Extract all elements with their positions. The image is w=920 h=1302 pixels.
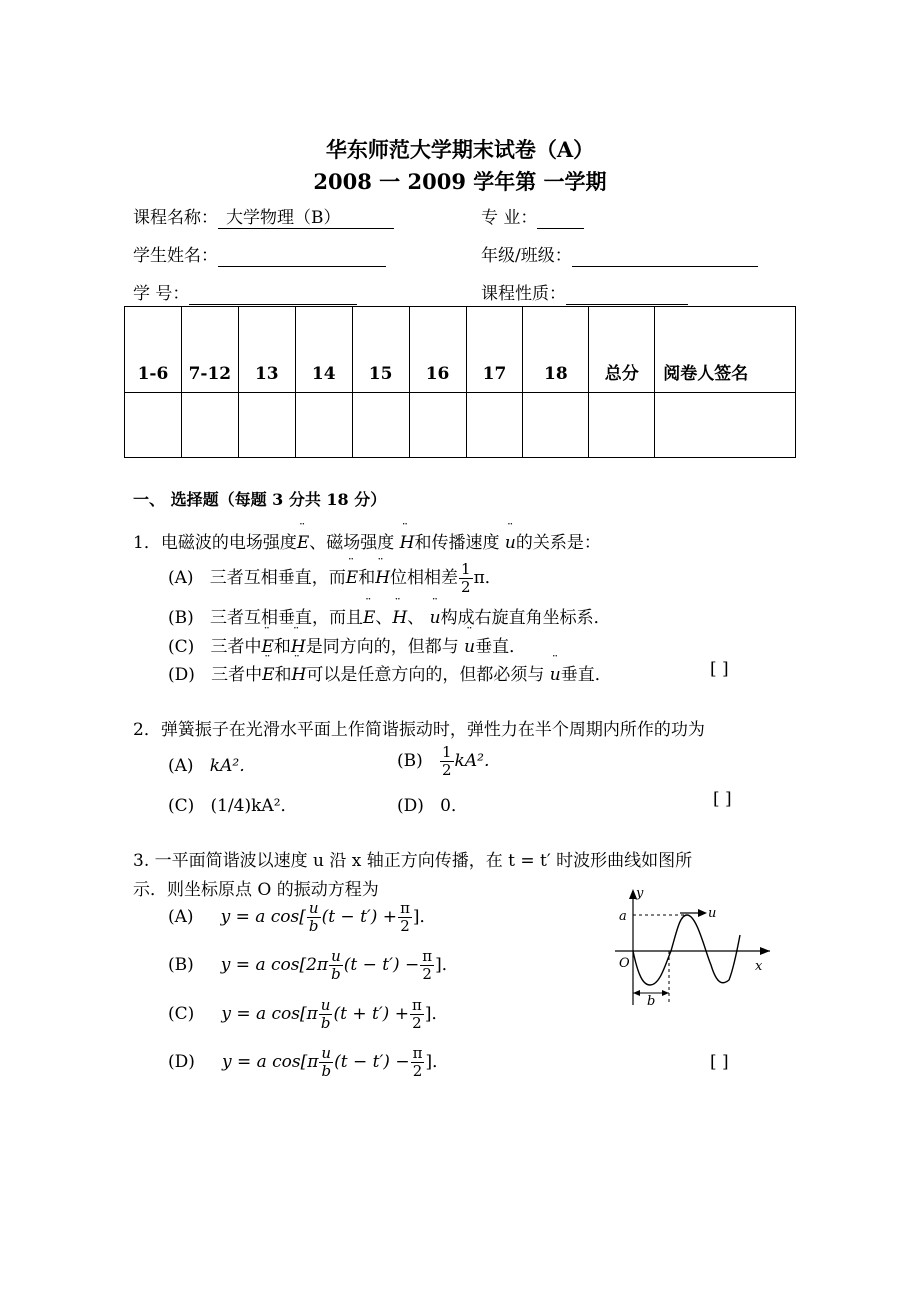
vector-H: ¨ H — [400, 533, 415, 553]
score-header-cell: 阅卷人签名 — [655, 307, 796, 393]
q2-option-a — [168, 751, 256, 776]
label-a: a — [619, 909, 627, 924]
score-header-cell: 14 — [295, 307, 352, 393]
option-text: 可以是任意方向的，但都必须与 — [306, 665, 545, 685]
score-header-row — [125, 307, 796, 393]
score-blank-cell — [295, 393, 352, 458]
vector-E: ¨ E — [297, 533, 309, 553]
course-name-field — [133, 203, 394, 229]
score-header-cell: 1-6 — [125, 307, 182, 393]
option-text: 是同方向的，但都与 — [305, 637, 459, 657]
option-text: ]． — [435, 955, 459, 975]
option-text: ]． — [425, 1052, 450, 1072]
fraction — [319, 1045, 333, 1080]
fraction-denominator: 2 — [422, 965, 432, 983]
vector-E: ¨ E — [363, 608, 375, 628]
fraction-numerator: 1 — [461, 560, 471, 578]
option-text: 三者互相垂直，而且 — [209, 608, 363, 628]
score-header-cell: 总分 — [589, 307, 655, 393]
option-label: (A) — [168, 568, 194, 588]
option-text: 0． — [440, 796, 468, 816]
option-text: (1/4)kA²． — [210, 796, 298, 816]
academic-year: 2008 一 2009 学年第 一学期 — [313, 169, 607, 194]
fraction-numerator: π — [422, 947, 433, 965]
student-id-field — [133, 279, 357, 305]
option-text: π． — [473, 568, 502, 588]
fraction — [307, 900, 321, 935]
course-name-label: 课程名称： — [133, 208, 218, 228]
q3-option-d — [168, 1045, 449, 1080]
fraction — [329, 948, 343, 983]
option-text: (t − t′) − — [343, 955, 420, 975]
grade-class-blank — [572, 246, 758, 267]
course-nature-field — [481, 279, 688, 305]
vector-u: ¨ u — [550, 665, 561, 685]
fraction — [410, 997, 424, 1032]
fraction-denominator: 2 — [441, 761, 452, 779]
option-label: (A) — [168, 907, 194, 927]
grade-class-label: 年级/班级： — [481, 246, 572, 266]
option-text: 、 — [375, 608, 393, 628]
option-label: (B) — [168, 608, 194, 628]
student-id-blank — [189, 284, 357, 305]
score-blank-cell — [125, 393, 182, 458]
score-blank-cell — [466, 393, 523, 458]
fraction-numerator: π — [400, 899, 410, 917]
course-name-value: 大学物理（B） — [218, 203, 394, 229]
vector-u: ¨ u — [464, 637, 475, 657]
q1-option-d — [168, 660, 612, 685]
q2-option-c — [168, 791, 298, 816]
score-blank-row — [125, 393, 796, 458]
score-header-cell: 13 — [238, 307, 295, 393]
option-text: 和 — [274, 665, 292, 685]
major-label: 专 业： — [481, 208, 538, 228]
score-table — [124, 306, 796, 458]
vector-u: ¨ u — [505, 533, 516, 553]
fraction-numerator: 1 — [441, 743, 452, 761]
course-nature-label: 课程性质： — [481, 284, 566, 304]
fraction-denominator: 2 — [412, 1014, 422, 1032]
vector-H: ¨ H — [375, 568, 390, 588]
vector-E: ¨ E — [346, 568, 358, 588]
option-text: y = a cos[π — [221, 1052, 319, 1072]
score-blank-cell — [655, 393, 796, 458]
vector-E: ¨ E — [262, 637, 274, 657]
q1-stem-text: 的关系是： — [515, 533, 601, 553]
q2-option-d — [397, 791, 468, 816]
fraction — [440, 744, 454, 779]
score-blank-cell — [352, 393, 409, 458]
option-text: 三者中 — [210, 637, 262, 657]
score-blank-cell — [409, 393, 466, 458]
option-text: kA²． — [209, 756, 257, 776]
fraction-numerator: u — [321, 1044, 332, 1062]
fraction — [319, 997, 333, 1032]
student-id-label: 学 号： — [133, 284, 190, 304]
label-y: y — [636, 886, 644, 901]
fraction-numerator: u — [308, 899, 319, 917]
label-O: O — [619, 956, 630, 971]
b-left-arrow-icon — [633, 990, 640, 996]
wave-curve — [633, 915, 740, 985]
option-text: 和 — [358, 568, 376, 588]
student-name-blank — [218, 246, 386, 267]
fraction-denominator: b — [308, 917, 319, 935]
option-text: kA²． — [454, 751, 501, 771]
fraction-numerator: π — [412, 1044, 423, 1062]
q3-answer-bracket[interactable]: [ ] — [710, 1052, 729, 1072]
option-label: (D) — [168, 1052, 195, 1072]
option-text: 位相相差 — [390, 568, 459, 588]
option-label: (A) — [168, 756, 194, 776]
q1-option-c — [168, 632, 526, 657]
fraction — [459, 561, 473, 596]
score-blank-cell — [589, 393, 655, 458]
major-field — [481, 203, 584, 229]
score-blank-cell — [523, 393, 589, 458]
label-b: b — [647, 994, 656, 1009]
score-header-cell: 17 — [466, 307, 523, 393]
fraction-numerator: π — [411, 996, 422, 1014]
grade-class-field — [481, 241, 758, 267]
fraction-denominator: 2 — [400, 917, 410, 935]
q3-stem-line2: 示．则坐标原点 O 的振动方程为 — [133, 880, 379, 900]
vector-u: ¨ u — [430, 608, 441, 628]
q2-stem: 2．弹簧振子在光滑水平面上作简谐振动时，弹性力在半个周期内所作的功为 — [133, 720, 705, 740]
q3-option-a — [168, 900, 437, 935]
q1-answer-bracket[interactable]: [ ] — [710, 659, 729, 679]
option-label: (C) — [168, 796, 195, 816]
velocity-arrow-icon — [698, 909, 707, 917]
fraction-denominator: b — [321, 1062, 332, 1080]
exam-title: 华东师范大学期末试卷（A） — [325, 137, 595, 162]
student-name-label: 学生姓名： — [133, 246, 218, 266]
score-header-cell: 7-12 — [181, 307, 238, 393]
score-header-cell: 16 — [409, 307, 466, 393]
fraction — [411, 1045, 425, 1080]
major-blank — [537, 208, 584, 229]
score-blank-cell — [238, 393, 295, 458]
q2-answer-bracket[interactable]: [ ] — [713, 789, 732, 809]
option-text: ]． — [424, 1004, 449, 1024]
option-text: y = a cos[ — [220, 907, 306, 927]
option-text: 、 — [407, 608, 425, 628]
option-text: (t + t′) + — [333, 1004, 409, 1024]
q1-option-b — [168, 603, 611, 628]
option-text: 和 — [273, 637, 291, 657]
q1-stem — [133, 528, 601, 553]
option-label: (D) — [168, 665, 195, 685]
q3-stem-line1: 3. 一平面简谐波以速度 u 沿 x 轴正方向传播，在 t = t′ 时波形曲线如图所 — [133, 851, 693, 871]
q3-option-c — [168, 997, 448, 1032]
vector-H: ¨ H — [292, 665, 307, 685]
q1-option-a — [168, 561, 502, 596]
q1-stem-text: 1．电磁波的电场强度 — [133, 533, 297, 553]
q1-stem-text: 和传播速度 — [414, 533, 500, 553]
option-label: (B) — [168, 955, 194, 975]
label-u: u — [708, 906, 717, 921]
option-text: 三者互相垂直，而 — [209, 568, 346, 588]
vector-E: ¨ E — [262, 665, 274, 685]
vector-H: ¨ H — [291, 637, 306, 657]
x-axis-arrow-icon — [760, 947, 770, 955]
q1-stem-text: 、磁场强度 — [309, 533, 395, 553]
option-text: 三者中 — [211, 665, 263, 685]
score-header-cell: 15 — [352, 307, 409, 393]
option-label: (C) — [168, 1004, 195, 1024]
student-name-field — [133, 241, 386, 267]
option-text: 垂直． — [560, 665, 612, 685]
wave-figure — [605, 885, 780, 1010]
fraction — [420, 948, 434, 983]
fraction-denominator: 2 — [461, 578, 471, 596]
vector-H: ¨ H — [392, 608, 407, 628]
score-blank-cell — [181, 393, 238, 458]
score-header-cell: 18 — [523, 307, 589, 393]
option-text: 垂直． — [475, 637, 527, 657]
fraction-numerator: u — [320, 996, 331, 1014]
label-x: x — [755, 959, 763, 974]
option-text: y = a cos[π — [221, 1004, 318, 1024]
q2-option-b — [397, 744, 501, 779]
option-text: (t − t′) + — [321, 907, 398, 927]
option-label: (B) — [397, 751, 423, 771]
option-text: (t − t′) − — [334, 1052, 410, 1072]
b-right-arrow-icon — [662, 990, 669, 996]
option-text: ]． — [412, 907, 437, 927]
q3-option-b — [168, 948, 459, 983]
fraction-denominator: 2 — [412, 1062, 423, 1080]
fraction-denominator: b — [320, 1014, 331, 1032]
course-nature-blank — [566, 284, 688, 305]
section-heading: 一、 选择题（每题 3 分共 18 分） — [133, 490, 387, 509]
fraction — [398, 900, 412, 935]
option-text: 构成右旋直角坐标系． — [440, 608, 611, 628]
fraction-denominator: b — [331, 965, 341, 983]
option-label: (D) — [397, 796, 424, 816]
option-text: y = a cos[2π — [220, 955, 329, 975]
option-label: (C) — [168, 637, 195, 657]
fraction-numerator: u — [331, 947, 341, 965]
